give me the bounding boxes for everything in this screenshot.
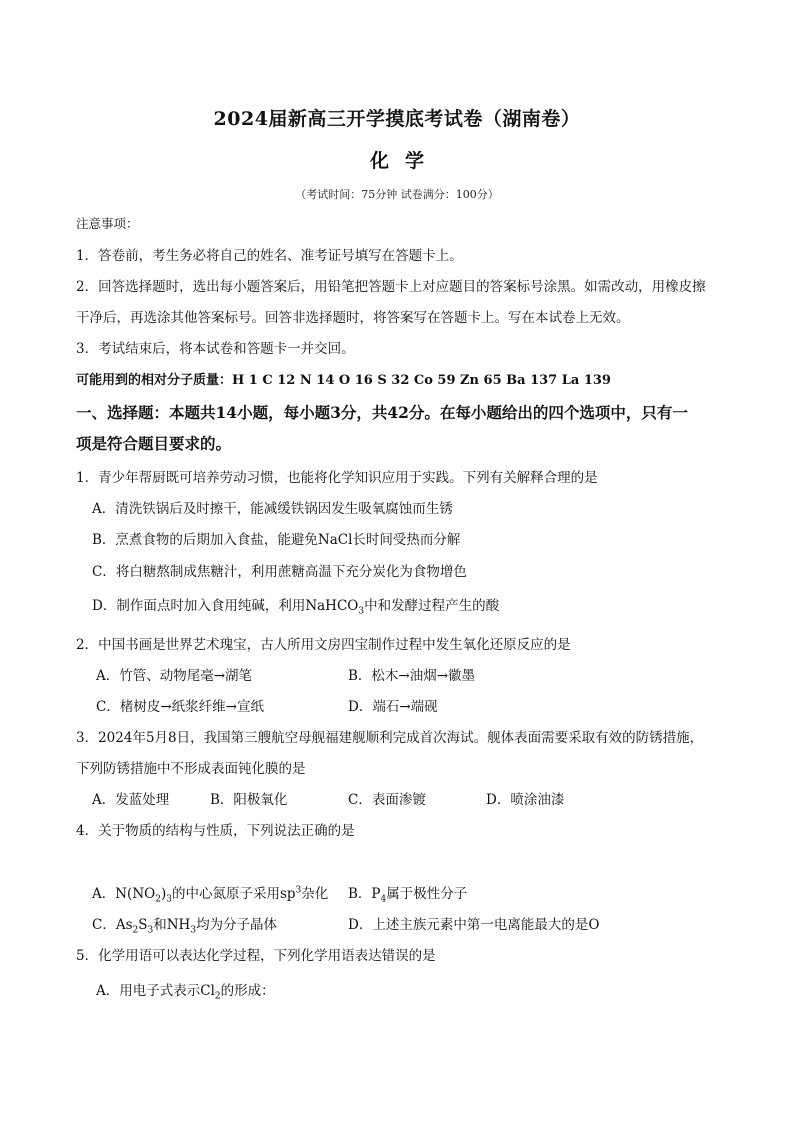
q4-option-b [348,886,468,905]
q4-option-a-text-3: 的中心氮原子采用sp [171,886,296,902]
note-2-line-2: 干净后，再选涂其他答案标号。回答非选择题时，将答案写在答题卡上。写在本试卷上无效。 [76,310,630,326]
q3-stem-line-1: 3．2024年5月8日，我国第三艘航空母舰福建舰顺利完成首次海试。舰体表面需要采取有效的防锈措施， [76,730,704,746]
q4-option-a-sub-2: 3 [166,894,172,905]
q3-option-b: B．阳极氧化 [210,792,288,808]
page-title: 2024届新高三开学摸底考试卷（湖南卷） [213,108,581,130]
q5-option-a-text-end: 的形成： [220,983,275,999]
q4-option-d: D．上述主族元素中第一电离能最大的是O [348,917,600,933]
q1-stem: 1．青少年帮厨既可培养劳动习惯，也能将化学知识应用于实践。下列有关解释合理的是 [76,470,598,486]
q1-option-c: C．将白糖熬制成焦糖汁，利用蔗糖高温下充分炭化为食物增色 [92,564,467,580]
q4-option-b-text-1: B．P [348,886,381,902]
section-1-heading-line-1: 一、选择题：本题共14小题，每小题3分，共42分。在每小题给出的四个选项中，只有一 [76,403,688,422]
note-3: 3．考试结束后，将本试卷和答题卡一并交回。 [76,341,355,357]
q1-option-d [92,598,500,617]
q4-option-a-sup: 3 [295,885,302,896]
note-2-line-1: 2．回答选择题时，选出每小题答案后，用铅笔把答题卡上对应题目的答案标号涂黑。如需改动，用橡皮擦 [76,279,706,295]
q4-option-c-sub-2: 3 [147,925,154,936]
q4-option-c-text-3: 和NH [153,917,191,933]
q4-option-c-text-1: C．As [92,917,133,933]
q4-option-a [92,885,329,905]
q4-option-a-sub-1: 2 [155,894,161,905]
q4-option-c-text-2: S [138,917,148,933]
atomic-masses: 可能用到的相对分子质量：H 1 C 12 N 14 O 16 S 32 Co 59 Zn 65 Ba 137 La 139 [76,373,611,388]
section-1-heading-line-2: 项是符合题目要求的。 [76,434,232,453]
q4-option-c-sub-3: 3 [190,925,197,936]
q2-stem: 2．中国书画是世界艺术瑰宝，古人所用文房四宝制作过程中发生氧化还原反应的是 [76,637,571,653]
exam-info: （考试时间：75分钟 试卷满分：100分） [295,188,499,201]
q1-option-d-text: D．制作面点时加入食用纯碱，利用NaHCO [92,598,359,614]
q5-stem: 5．化学用语可以表达化学过程，下列化学用语表达错误的是 [76,948,436,964]
q3-option-d: D．喷涂油漆 [486,792,565,808]
q5-option-a-text: A．用电子式表示Cl [96,983,215,999]
q1-option-b: B．烹煮食物的后期加入食盐，能避免NaCl长时间受热而分解 [92,532,461,548]
q4-stem: 4．关于物质的结构与性质，下列说法正确的是 [76,823,355,839]
note-1: 1．答卷前，考生务必将自己的姓名、准考证号填写在答题卡上。 [76,248,463,264]
q2-option-d: D．端石→端砚 [348,699,438,715]
q4-option-c-text-4: 均为分子晶体 [196,917,278,933]
q5-option-a [96,983,275,1002]
q4-option-b-text-2: 属于极性分子 [386,886,468,902]
q2-option-c: C．楮树皮→纸浆纤维→宣纸 [96,699,264,715]
q5-option-a-subscript: 2 [214,991,221,1002]
subject-title: 化学 [369,150,440,172]
q4-option-b-sub: 4 [380,894,387,905]
q4-option-a-text-1: A．N(NO [92,886,156,902]
q3-option-a: A．发蓝处理 [92,792,170,808]
q4-option-c-sub-1: 2 [132,925,139,936]
q4-option-a-text-4: 杂化 [301,886,329,902]
q1-option-d-text-end: 中和发酵过程产生的酸 [364,598,500,614]
q2-option-b: B．松木→油烟→徽墨 [348,668,476,684]
q4-option-a-text-2: ) [160,886,167,902]
q1-option-a: A．清洗铁锅后及时擦干，能减缓铁锅因发生吸氧腐蚀而生锈 [92,501,453,517]
q2-option-a: A．竹管、动物尾毫→湖笔 [96,668,253,684]
notes-heading: 注意事项： [76,216,139,231]
q4-option-c [92,917,278,936]
q3-option-c: C．表面渗镀 [348,792,426,808]
q1-option-d-subscript: 3 [358,606,365,617]
q3-stem-line-2: 下列防锈措施中不形成表面钝化膜的是 [76,761,306,777]
